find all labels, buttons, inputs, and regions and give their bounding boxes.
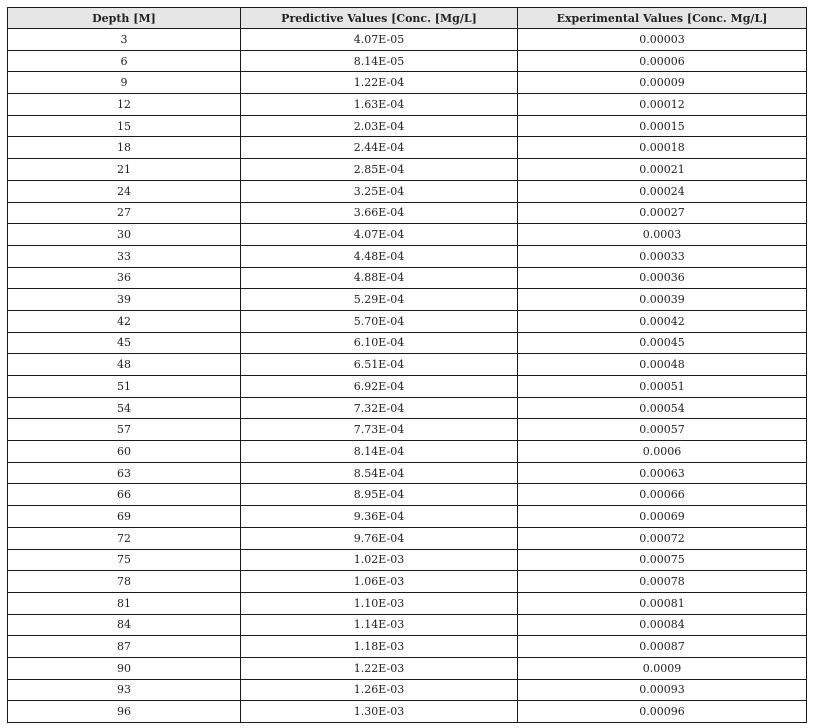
cell-depth: 42 (8, 310, 241, 332)
cell-depth: 84 (8, 614, 241, 636)
cell-depth: 27 (8, 202, 241, 224)
header-depth: Depth [M] (8, 8, 241, 29)
cell-depth: 81 (8, 592, 241, 614)
table-row (8, 527, 807, 549)
cell-experimental-value: 0.0006 (518, 441, 807, 463)
table-row (8, 94, 807, 116)
cell-experimental-value: 0.00006 (518, 50, 807, 72)
cell-depth: 87 (8, 636, 241, 658)
cell-depth: 3 (8, 29, 241, 51)
cell-depth: 21 (8, 159, 241, 181)
cell-depth: 75 (8, 549, 241, 571)
cell-predictive-value: 6.10E-04 (241, 332, 518, 354)
cell-depth: 45 (8, 332, 241, 354)
cell-depth: 30 (8, 224, 241, 246)
table-row (8, 419, 807, 441)
cell-depth: 39 (8, 289, 241, 311)
cell-experimental-value: 0.00093 (518, 679, 807, 701)
cell-experimental-value: 0.0003 (518, 224, 807, 246)
cell-depth: 57 (8, 419, 241, 441)
table-row (8, 657, 807, 679)
cell-depth: 96 (8, 701, 241, 723)
table-row (8, 462, 807, 484)
cell-experimental-value: 0.00045 (518, 332, 807, 354)
cell-experimental-value: 0.00084 (518, 614, 807, 636)
cell-experimental-value: 0.00036 (518, 267, 807, 289)
cell-predictive-value: 8.95E-04 (241, 484, 518, 506)
table-row (8, 310, 807, 332)
cell-predictive-value: 1.26E-03 (241, 679, 518, 701)
cell-experimental-value: 0.00024 (518, 180, 807, 202)
table-row (8, 50, 807, 72)
cell-depth: 90 (8, 657, 241, 679)
cell-experimental-value: 0.00018 (518, 137, 807, 159)
cell-depth: 66 (8, 484, 241, 506)
cell-depth: 12 (8, 94, 241, 116)
table-row (8, 614, 807, 636)
cell-experimental-value: 0.00063 (518, 462, 807, 484)
cell-depth: 60 (8, 441, 241, 463)
cell-depth: 51 (8, 376, 241, 398)
table-row (8, 376, 807, 398)
cell-predictive-value: 4.07E-05 (241, 29, 518, 51)
cell-experimental-value: 0.00087 (518, 636, 807, 658)
cell-experimental-value: 0.00039 (518, 289, 807, 311)
table-row (8, 441, 807, 463)
cell-depth: 48 (8, 354, 241, 376)
cell-predictive-value: 6.92E-04 (241, 376, 518, 398)
cell-predictive-value: 4.88E-04 (241, 267, 518, 289)
table-row (8, 159, 807, 181)
table-row (8, 137, 807, 159)
cell-predictive-value: 1.06E-03 (241, 571, 518, 593)
cell-experimental-value: 0.00033 (518, 245, 807, 267)
cell-depth: 93 (8, 679, 241, 701)
cell-predictive-value: 5.29E-04 (241, 289, 518, 311)
cell-predictive-value: 8.14E-04 (241, 441, 518, 463)
cell-predictive-value: 6.51E-04 (241, 354, 518, 376)
table-row (8, 571, 807, 593)
header-experimental-values: Experimental Values [Conc. Mg/L] (518, 8, 807, 29)
cell-experimental-value: 0.00051 (518, 376, 807, 398)
depth-concentration-table (7, 7, 807, 723)
table-row (8, 332, 807, 354)
cell-predictive-value: 4.07E-04 (241, 224, 518, 246)
cell-experimental-value: 0.00081 (518, 592, 807, 614)
cell-predictive-value: 1.22E-04 (241, 72, 518, 94)
cell-experimental-value: 0.00027 (518, 202, 807, 224)
cell-predictive-value: 9.36E-04 (241, 506, 518, 528)
table-row (8, 289, 807, 311)
cell-predictive-value: 2.44E-04 (241, 137, 518, 159)
cell-depth: 24 (8, 180, 241, 202)
table-row (8, 506, 807, 528)
cell-predictive-value: 1.63E-04 (241, 94, 518, 116)
cell-depth: 15 (8, 115, 241, 137)
cell-predictive-value: 5.70E-04 (241, 310, 518, 332)
cell-predictive-value: 7.32E-04 (241, 397, 518, 419)
cell-experimental-value: 0.00075 (518, 549, 807, 571)
cell-experimental-value: 0.00012 (518, 94, 807, 116)
cell-predictive-value: 1.02E-03 (241, 549, 518, 571)
cell-experimental-value: 0.00009 (518, 72, 807, 94)
cell-depth: 36 (8, 267, 241, 289)
cell-experimental-value: 0.00072 (518, 527, 807, 549)
table-row (8, 679, 807, 701)
cell-predictive-value: 1.22E-03 (241, 657, 518, 679)
cell-depth: 9 (8, 72, 241, 94)
header-row (8, 8, 807, 29)
cell-predictive-value: 2.85E-04 (241, 159, 518, 181)
cell-experimental-value: 0.00057 (518, 419, 807, 441)
table-row (8, 29, 807, 51)
table-header (8, 8, 807, 29)
cell-experimental-value: 0.00042 (518, 310, 807, 332)
table-row (8, 549, 807, 571)
cell-predictive-value: 1.10E-03 (241, 592, 518, 614)
table-row (8, 636, 807, 658)
cell-predictive-value: 3.25E-04 (241, 180, 518, 202)
table-row (8, 245, 807, 267)
cell-predictive-value: 8.54E-04 (241, 462, 518, 484)
cell-predictive-value: 2.03E-04 (241, 115, 518, 137)
cell-predictive-value: 9.76E-04 (241, 527, 518, 549)
table-row (8, 224, 807, 246)
cell-experimental-value: 0.00066 (518, 484, 807, 506)
cell-depth: 72 (8, 527, 241, 549)
header-predictive-values: Predictive Values [Conc. [Mg/L] (241, 8, 518, 29)
cell-depth: 18 (8, 137, 241, 159)
cell-depth: 78 (8, 571, 241, 593)
cell-predictive-value: 1.14E-03 (241, 614, 518, 636)
cell-experimental-value: 0.00048 (518, 354, 807, 376)
table-row (8, 267, 807, 289)
cell-experimental-value: 0.00021 (518, 159, 807, 181)
table-row (8, 484, 807, 506)
cell-experimental-value: 0.00069 (518, 506, 807, 528)
data-table-container (7, 7, 806, 723)
table-row (8, 397, 807, 419)
cell-depth: 63 (8, 462, 241, 484)
cell-experimental-value: 0.00015 (518, 115, 807, 137)
cell-experimental-value: 0.00003 (518, 29, 807, 51)
table-row (8, 202, 807, 224)
cell-depth: 6 (8, 50, 241, 72)
cell-predictive-value: 7.73E-04 (241, 419, 518, 441)
table-row (8, 354, 807, 376)
cell-predictive-value: 3.66E-04 (241, 202, 518, 224)
table-row (8, 72, 807, 94)
table-body (8, 29, 807, 723)
cell-depth: 69 (8, 506, 241, 528)
cell-experimental-value: 0.00096 (518, 701, 807, 723)
table-row (8, 180, 807, 202)
cell-predictive-value: 1.18E-03 (241, 636, 518, 658)
cell-depth: 54 (8, 397, 241, 419)
table-row (8, 701, 807, 723)
cell-experimental-value: 0.00078 (518, 571, 807, 593)
cell-depth: 33 (8, 245, 241, 267)
table-row (8, 115, 807, 137)
cell-predictive-value: 1.30E-03 (241, 701, 518, 723)
table-row (8, 592, 807, 614)
cell-experimental-value: 0.0009 (518, 657, 807, 679)
cell-predictive-value: 8.14E-05 (241, 50, 518, 72)
cell-experimental-value: 0.00054 (518, 397, 807, 419)
cell-predictive-value: 4.48E-04 (241, 245, 518, 267)
